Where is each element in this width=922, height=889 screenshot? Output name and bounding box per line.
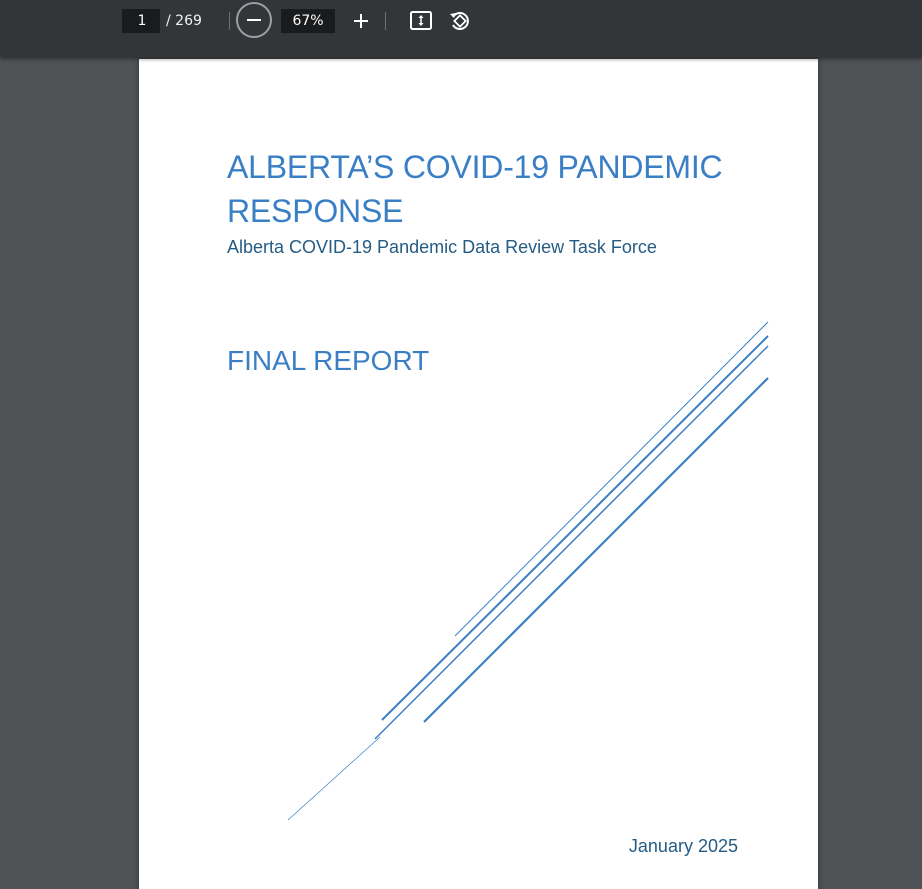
document-title: ALBERTA’S COVID-19 PANDEMIC RESPONSE (227, 149, 723, 229)
rotate-button[interactable] (447, 8, 473, 34)
zoom-out-button[interactable] (236, 2, 272, 38)
accent-line (455, 322, 768, 636)
report-label: FINAL REPORT (227, 345, 430, 376)
accent-line (382, 336, 768, 720)
minus-icon (246, 12, 262, 28)
rotate-counterclockwise-icon (447, 8, 473, 34)
toolbar-divider (229, 12, 230, 30)
toolbar-divider (385, 12, 386, 30)
pdf-toolbar (0, 0, 922, 57)
accent-line (375, 346, 768, 739)
decorative-diagonal-lines (139, 59, 818, 889)
pdf-page (139, 59, 818, 889)
fit-to-page-icon (408, 8, 434, 34)
accent-line (288, 737, 380, 820)
plus-icon (348, 8, 374, 34)
zoom-level-input[interactable] (281, 9, 335, 33)
document-date: January 2025 (628, 836, 738, 856)
fit-to-page-button[interactable] (408, 8, 434, 34)
page-number-input[interactable] (122, 9, 160, 33)
zoom-in-button[interactable] (348, 8, 374, 34)
document-subtitle: Alberta COVID-19 Pandemic Data Review Task Force (227, 237, 657, 257)
page-count-label: / 269 (166, 13, 202, 29)
accent-line (424, 378, 768, 722)
